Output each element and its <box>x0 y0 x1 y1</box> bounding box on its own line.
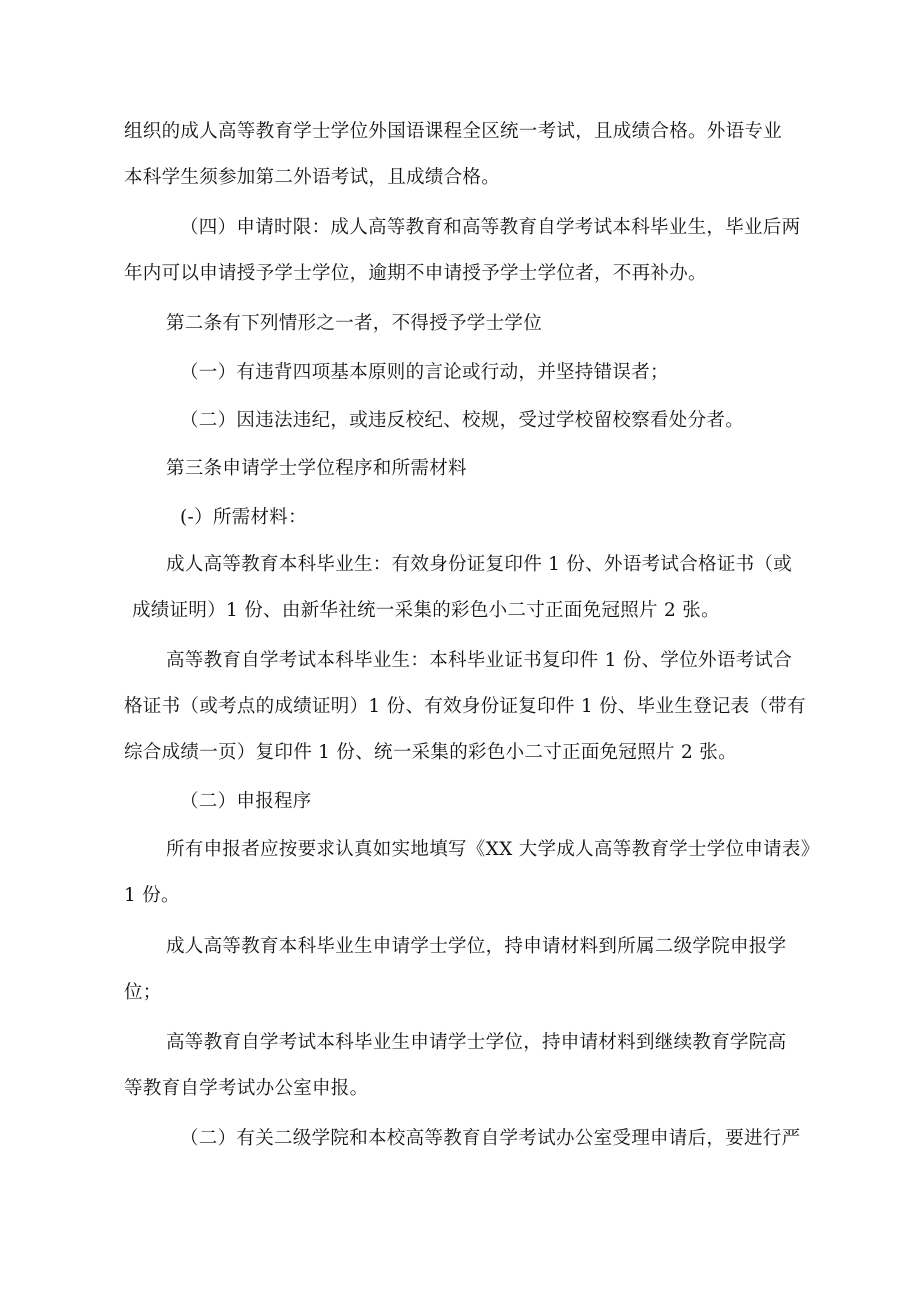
text-line: 成绩证明）1 份、由新华社统一采集的彩色小二寸正面免冠照片 2 张。 <box>132 600 720 621</box>
text-line: （二）因违法违纪，或违反校纪、校规，受过学校留校察看处分者。 <box>180 410 745 431</box>
article-three-heading <box>124 446 834 492</box>
required-materials-heading <box>124 495 834 541</box>
text-line: 第三条申请学士学位程序和所需材料 <box>166 458 467 479</box>
paragraph-self-study-submission <box>124 1020 834 1112</box>
text-line: 组织的成人高等教育学士学位外国语课程全区统一考试，且成绩合格。外语专业 <box>124 121 783 142</box>
application-procedure-heading <box>124 779 834 825</box>
article-two-item-two <box>124 398 834 444</box>
text-line: 高等教育自学考试本科毕业生申请学士学位，持申请材料到继续教育学院高 <box>166 1032 787 1053</box>
text-line: 综合成绩一页）复印件 1 份、统一采集的彩色小二寸正面免冠照片 2 张。 <box>124 742 737 763</box>
paragraph-review-process <box>124 1116 834 1162</box>
text-line: 等教育自学考试办公室申报。 <box>124 1078 369 1099</box>
text-line: 所有申报者应按要求认真如实地填写《XX 大学成人高等教育学士学位申请表》 <box>166 839 820 860</box>
article-two-item-one <box>124 350 834 396</box>
paragraph-adult-education-materials <box>124 542 834 634</box>
text-line: 成人高等教育本科毕业生申请学士学位，持申请材料到所属二级学院申报学 <box>166 936 787 957</box>
text-line: 格证书（或考点的成绩证明）1 份、有效身份证复印件 1 份、毕业生登记表（带有 <box>124 696 806 717</box>
text-line: （四）申请时限：成人高等教育和高等教育自学考试本科毕业生，毕业后两 <box>180 217 801 238</box>
text-line: 位； <box>124 982 162 1003</box>
text-line: （二）申报程序 <box>180 791 312 812</box>
text-line: 年内可以申请授予学士学位，逾期不申请授予学士学位者，不再补办。 <box>124 263 707 284</box>
paragraph-application-form <box>124 827 834 919</box>
paragraph-self-study-materials <box>124 638 834 776</box>
article-two-heading <box>124 301 834 347</box>
text-line: （二）有关二级学院和本校高等教育自学考试办公室受理申请后，要进行严 <box>180 1128 801 1149</box>
text-line: （一）有违背四项基本原则的言论或行动，并坚持错误者； <box>180 362 669 383</box>
paragraph-application-time-limit <box>124 205 834 297</box>
text-line: 第二条有下列情形之一者，不得授予学士学位 <box>166 313 543 334</box>
text-line: (-）所需材料： <box>180 507 307 528</box>
text-line: 高等教育自学考试本科毕业生：本科毕业证书复印件 1 份、学位外语考试合 <box>166 650 793 671</box>
text-line: 成人高等教育本科毕业生：有效身份证复印件 1 份、外语考试合格证书（或 <box>166 554 793 575</box>
text-line: 1 份。 <box>124 885 180 906</box>
paragraph-adult-education-submission <box>124 924 834 1016</box>
paragraph-foreign-language-exam <box>124 109 834 201</box>
text-line: 本科学生须参加第二外语考试，且成绩合格。 <box>124 167 501 188</box>
